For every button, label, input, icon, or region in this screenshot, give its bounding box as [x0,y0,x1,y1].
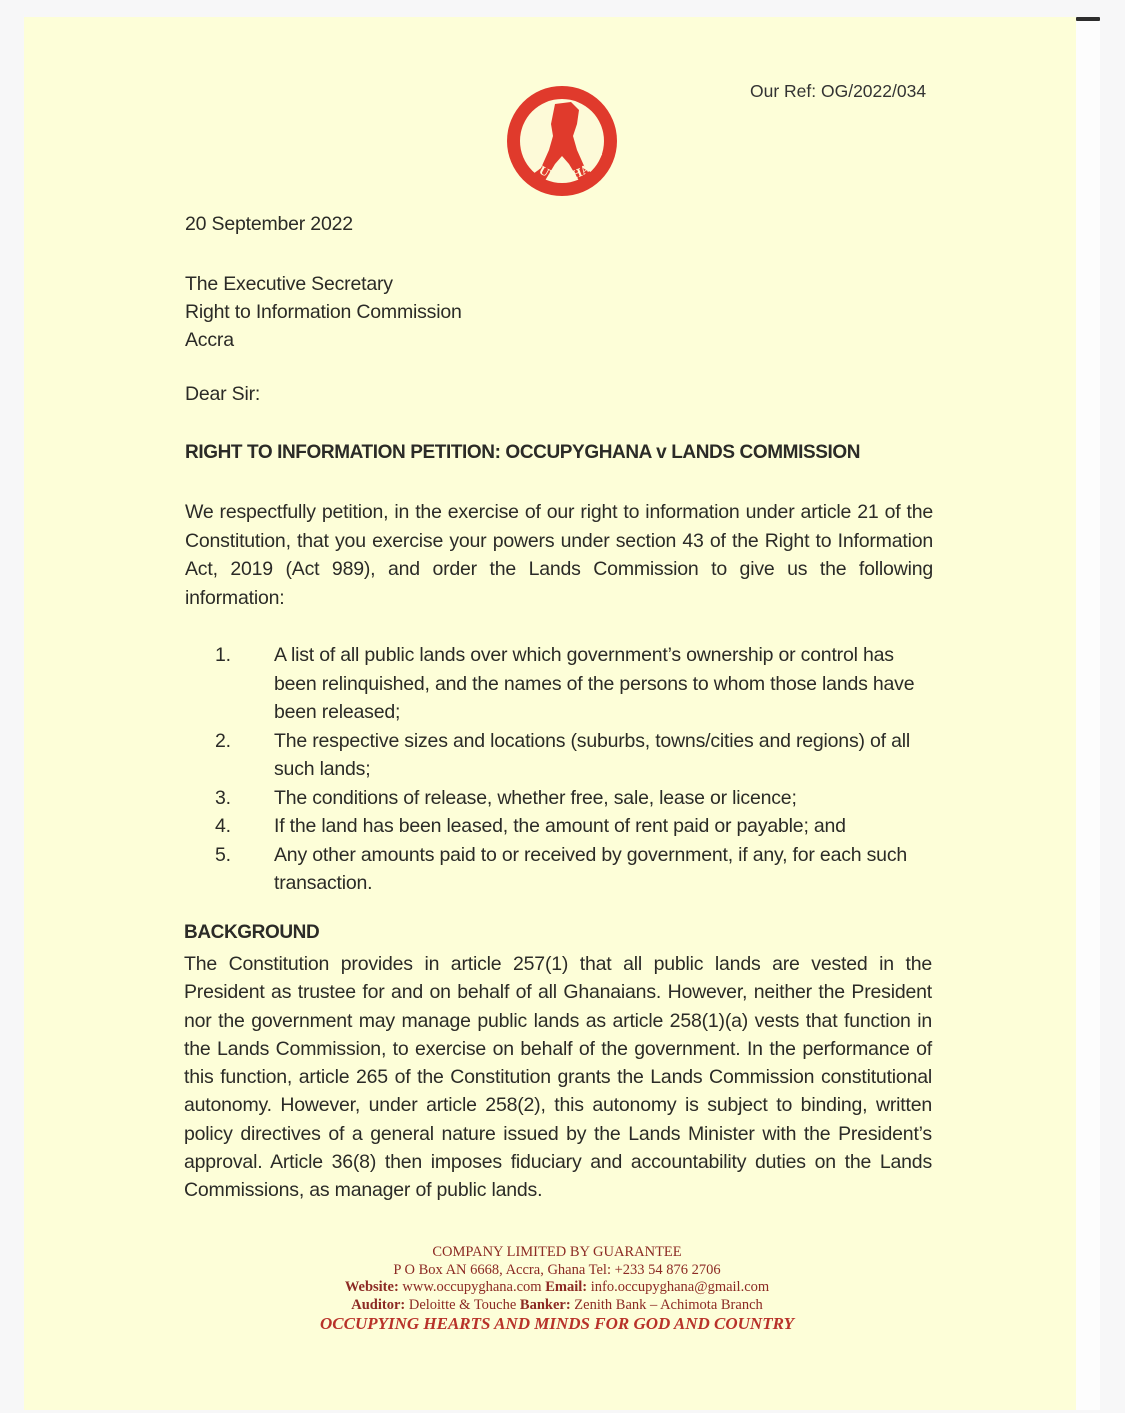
footer-finance-line [184,1297,930,1315]
scroll-indicator[interactable] [1076,17,1100,21]
footer-contact-line [184,1279,930,1297]
auditor-value: Deloitte & Touche [408,1296,517,1313]
recipient-line: The Executive Secretary [185,273,393,295]
website-link[interactable]: www.occupyghana.com [402,1279,542,1295]
salutation: Dear Sir: [185,383,261,405]
occupyghana-logo [505,84,619,198]
list-item-text: The conditions of release, whether free, sale, lease or licence; [274,786,797,809]
footer-address: P O Box AN 6668, Accra, Ghana Tel: +233 54 876 2706 [393,1261,721,1278]
footer-company-type: COMPANY LIMITED BY GUARANTEE [432,1244,682,1260]
letter-page [24,17,1076,1410]
email-label: Email: [545,1279,588,1295]
list-item [185,641,933,727]
list-item [185,727,933,784]
reference-number: Our Ref: OG/2022/034 [750,81,927,101]
email-link[interactable]: info.occupyghana@gmail.com [590,1279,770,1295]
list-item-text: A list of all public lands over which government’s ownership or control has been relinquished, and the names of the persons to whom those lands have been released; [274,644,915,723]
recipient-address [185,270,462,354]
footer-motto: OCCUPYING HEARTS AND MINDS FOR GOD AND COUNTRY [319,1314,795,1333]
website-label: Website: [344,1279,399,1295]
letter-date: 20 September 2022 [185,213,353,235]
page-gutter [1076,17,1100,1410]
background-paragraph: The Constitution provides in article 257(1) that all public lands are vested in the President as trustee for and on behalf of all Ghanaians. However, neither the President nor the government may manage public lands as article 258(1)(a) vests that function in the Lands Commission, to exercise on behalf of the government. In the performance of this function, article 265 of the Constitution grants the Lands Commission constitutional autonomy. However, under article 258(2), this autonomy is subject to binding, written policy directives of a general nature issued by the Lands Minister with the President’s approval. Article 36(8) then imposes fiduciary and accountability duties on the Lands Commissions, as manager of public lands. [184,953,932,1202]
list-item-text: The respective sizes and locations (suburbs, towns/cities and regions) of all such lands; [274,729,911,780]
svg-text:#OCCUPYGHANA: #OCCUPYGHANA [517,137,606,184]
banker-value: Zenith Bank – Achimota Branch [574,1296,763,1313]
list-item-number: 5. [215,843,231,866]
list-item-number: 3. [215,786,231,809]
list-item-text: Any other amounts paid to or received by government, if any, for each such transaction. [274,843,908,894]
list-item-number: 4. [215,815,231,837]
banker-label: Banker: [519,1296,571,1313]
list-item [185,784,933,813]
background-heading: BACKGROUND [184,922,320,943]
auditor-label: Auditor: [351,1296,406,1313]
list-item [185,841,933,898]
list-item [185,812,933,841]
recipient-line: Right to Information Commission [185,301,462,323]
subject-heading: RIGHT TO INFORMATION PETITION: OCCUPYGHANA v LANDS COMMISSION [185,442,861,463]
letterhead-footer [184,1244,930,1334]
fist-logo-icon [505,84,619,198]
recipient-line: Accra [185,329,234,351]
request-list [185,641,933,898]
intro-paragraph: We respectfully petition, in the exercise of our right to information under article 21 of the Constitution, that you exercise your powers under section 43 of the Right to Information Act, 2019 (Act 989), and order the Lands Commission to give us the following information: [185,501,933,609]
list-item-text: If the land has been leased, the amount of rent paid or payable; and [274,815,846,837]
list-item-number: 1. [215,644,231,666]
list-item-number: 2. [215,729,231,752]
